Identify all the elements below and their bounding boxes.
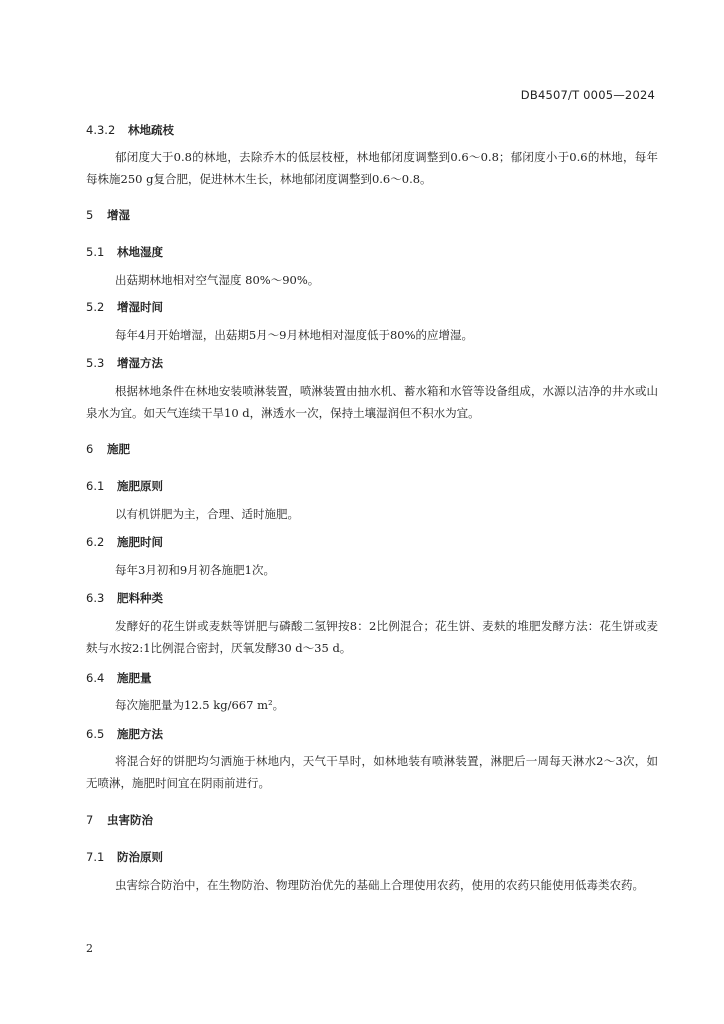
heading-7-1: 7.1 防治原则 bbox=[86, 850, 163, 864]
document-number: DB4507/T 0005—2024 bbox=[520, 88, 655, 102]
heading-5-3: 5.3 增湿方法 bbox=[86, 356, 163, 370]
paragraph-4-3-2: 郁闭度大于0.8的林地，去除乔木的低层枝桠，林地郁闭度调整到0.6～0.8；郁闭度小于0.6的林地，每年每株施250 g复合肥，促进林木生长，林地郁闭度调整到0.6～0.8。 bbox=[86, 150, 658, 186]
paragraph-6-2: 每年3月初和9月初各施肥1次。 bbox=[115, 563, 275, 577]
paragraph-6-4: 每次施肥量为12.5 kg/667 m²。 bbox=[115, 698, 285, 712]
heading-5-1: 5.1 林地湿度 bbox=[86, 245, 163, 259]
paragraph-6-1: 以有机饼肥为主，合理、适时施肥。 bbox=[115, 507, 299, 521]
heading-6-3: 6.3 肥料种类 bbox=[86, 591, 163, 605]
heading-6: 6 施肥 bbox=[86, 442, 130, 456]
heading-6-2: 6.2 施肥时间 bbox=[86, 535, 163, 549]
page-number: 2 bbox=[86, 942, 93, 955]
heading-6-5: 6.5 施肥方法 bbox=[86, 727, 163, 741]
paragraph-5-1: 出菇期林地相对空气湿度 80%～90%。 bbox=[115, 273, 320, 287]
paragraph-6-3: 发酵好的花生饼或麦麸等饼肥与磷酸二氢钾按8：2比例混合；花生饼、麦麸的堆肥发酵方法：花生饼或麦麸与水按2:1比例混合密封，厌氧发酵30 d～35 d。 bbox=[86, 619, 658, 655]
heading-4-3-2: 4.3.2 林地疏枝 bbox=[86, 123, 174, 137]
paragraph-5-3: 根据林地条件在林地安装喷淋装置，喷淋装置由抽水机、蓄水箱和水管等设备组成，水源以洁净的井水或山泉水为宜。如天气连续干旱10 d，淋透水一次，保持土壤湿润但不积水为宜。 bbox=[86, 384, 658, 420]
heading-6-1: 6.1 施肥原则 bbox=[86, 479, 163, 493]
paragraph-7-1: 虫害综合防治中，在生物防治、物理防治优先的基础上合理使用农药，使用的农药只能使用低毒类农药。 bbox=[115, 878, 644, 892]
heading-5: 5 增湿 bbox=[86, 208, 130, 222]
heading-5-2: 5.2 增湿时间 bbox=[86, 300, 163, 314]
heading-7: 7 虫害防治 bbox=[86, 813, 153, 827]
paragraph-5-2: 每年4月开始增湿，出菇期5月～9月林地相对湿度低于80%的应增湿。 bbox=[115, 328, 474, 342]
heading-6-4: 6.4 施肥量 bbox=[86, 671, 152, 685]
paragraph-6-5: 将混合好的饼肥均匀洒施于林地内，天气干旱时，如林地装有喷淋装置，淋肥后一周每天淋水2～3次，如无喷淋，施肥时间宜在阴雨前进行。 bbox=[86, 754, 658, 790]
